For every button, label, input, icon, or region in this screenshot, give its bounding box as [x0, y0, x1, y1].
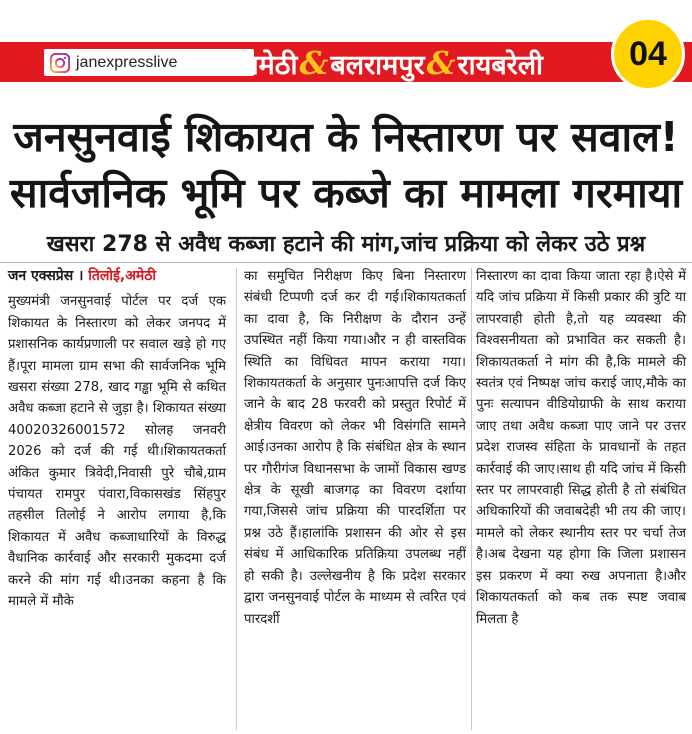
headline-line-2: सार्वजनिक भूमि पर कब्जे का मामला गरमाया [9, 169, 683, 217]
place-raebareli: रायबरेली [457, 49, 544, 81]
byline [8, 266, 226, 287]
headline-divider [0, 262, 692, 263]
column-1-text: मुख्यमंत्री जनसुनवाई पोर्टल पर दर्ज एक शिकायत के निस्तारण को लेकर जनपद में प्रशासनिक कार्यप्रणाली पर सवाल खड़े हो गए हैं।पूरा मामला ग्राम सभा की सार्वजनिक भूमि खसरा संख्या 278, खाद गड्ढा भूमि से कथित अवैध कब्जा हटाने से जुड़ा है। शिकायत संख्या 40020326001572 सोलह जनवरी 2026 को दर्ज की गई थी।शिकायतकर्ता अंकित कुमार त्रिवेदी,निवासी पुरे चौबे,ग्राम पंचायत रामपुर पंवारा,विकासखंड सिंहपुर तहसील तिलोई ने आरोप लगाया है,कि शिकायत में अवैध कब्जाधारियों के विरुद्ध वैधानिक कार्रवाई और सरकारी मुकदमा दर्ज करने की मांग गई थी।उनका कहना है कि मामले में मौके [8, 294, 226, 610]
place-amethi: अमेठी [238, 49, 298, 81]
ampersand: & [299, 44, 329, 82]
article-column-3 [476, 266, 686, 630]
page-banner [0, 0, 692, 84]
column-divider [236, 268, 237, 730]
instagram-badge [44, 49, 254, 76]
instagram-handle: janexpresslive [76, 53, 178, 71]
column-2-text: का समुचित निरीक्षण किए बिना निस्तारण संबंधी टिप्पणी दर्ज कर दी गई।शिकायतकर्ता का दावा है, कि निरीक्षण के दौरान उन्हें उपस्थित नहीं किया गया।और न ही वास्तविक स्थिति का विधिवत मापन कराया गया। शिकायतकर्ता के अनुसार पुनःआपत्ति दर्ज किए जाने के बाद 28 फरवरी को प्रस्तुत रिपोर्ट में क्षेत्रीय विवरण को लेकर भी विसंगति सामने आई।उनका आरोप है कि संबंधित क्षेत्र के स्थान पर गौरीगंज विधानसभा के जामों विकास खण्ड क्षेत्र के सूखी बाजगढ़ का विवरण दर्शाया गया,जिससे जांच प्रक्रिया की पारदर्शिता पर प्रश्न उठे हैं।हालांकि प्रशासन की ओर से इस संबंध में आधिकारिक प्रतिक्रिया उपलब्ध नहीं हो सकी है। उल्लेखनीय है कि प्रदेश सरकार द्वारा जनसुनवाई पोर्टल के माध्यम से त्वरित एवं पारदर्शी [244, 269, 466, 627]
instagram-icon [50, 53, 70, 73]
column-3-text: निस्तारण का दावा किया जाता रहा है।ऐसे में यदि जांच प्रक्रिया में किसी प्रकार की त्रुटि या लापरवाही होती है,तो यह व्यवस्था की विश्वसनीयता को प्रभावित कर सकती है।शिकायतकर्ता ने मांग की है,कि मामले की स्वतंत्र एवं निष्पक्ष जांच कराई जाए,मौके का पुनः सत्यापन वीडियोग्राफी के साथ कराया जाए तथा अवैध कब्जा पाए जाने पर उत्तर प्रदेश राजस्व संहिता के प्रावधानों के तहत कार्रवाई की जाए।साथ ही यदि जांच में किसी स्तर पर लापरवाही सिद्ध होती है तो संबंधित अधिकारियों की जवाबदेही भी तय की जाए। मामले को लेकर स्थानीय स्तर पर चर्चा तेज है।अब देखना यह होगा कि जिला प्रशासन इस प्रकरण में क्या रुख अपनाता है।और शिकायतकर्ता को कब तक स्पष्ट जवाब मिलता है [476, 269, 686, 627]
article-column-2 [244, 266, 466, 630]
byline-agency: जन एक्सप्रेस [8, 268, 74, 284]
headline-line-1: जनसुनवाई शिकायत के निस्तारण पर सवाल! [13, 113, 679, 161]
byline-place: तिलोई,अमेठी [88, 268, 157, 284]
page-number: 04 [611, 17, 685, 91]
edition-places [238, 43, 543, 83]
byline-separator: । [78, 268, 84, 284]
place-balrampur: बलरामपुर [330, 49, 425, 81]
subheadline: खसरा 278 से अवैध कब्जा हटाने की मांग,जांच प्रक्रिया को लेकर उठे प्रश्न [46, 232, 646, 257]
article-column-1 [8, 266, 226, 613]
ampersand: & [426, 44, 456, 82]
column-divider [471, 268, 472, 730]
